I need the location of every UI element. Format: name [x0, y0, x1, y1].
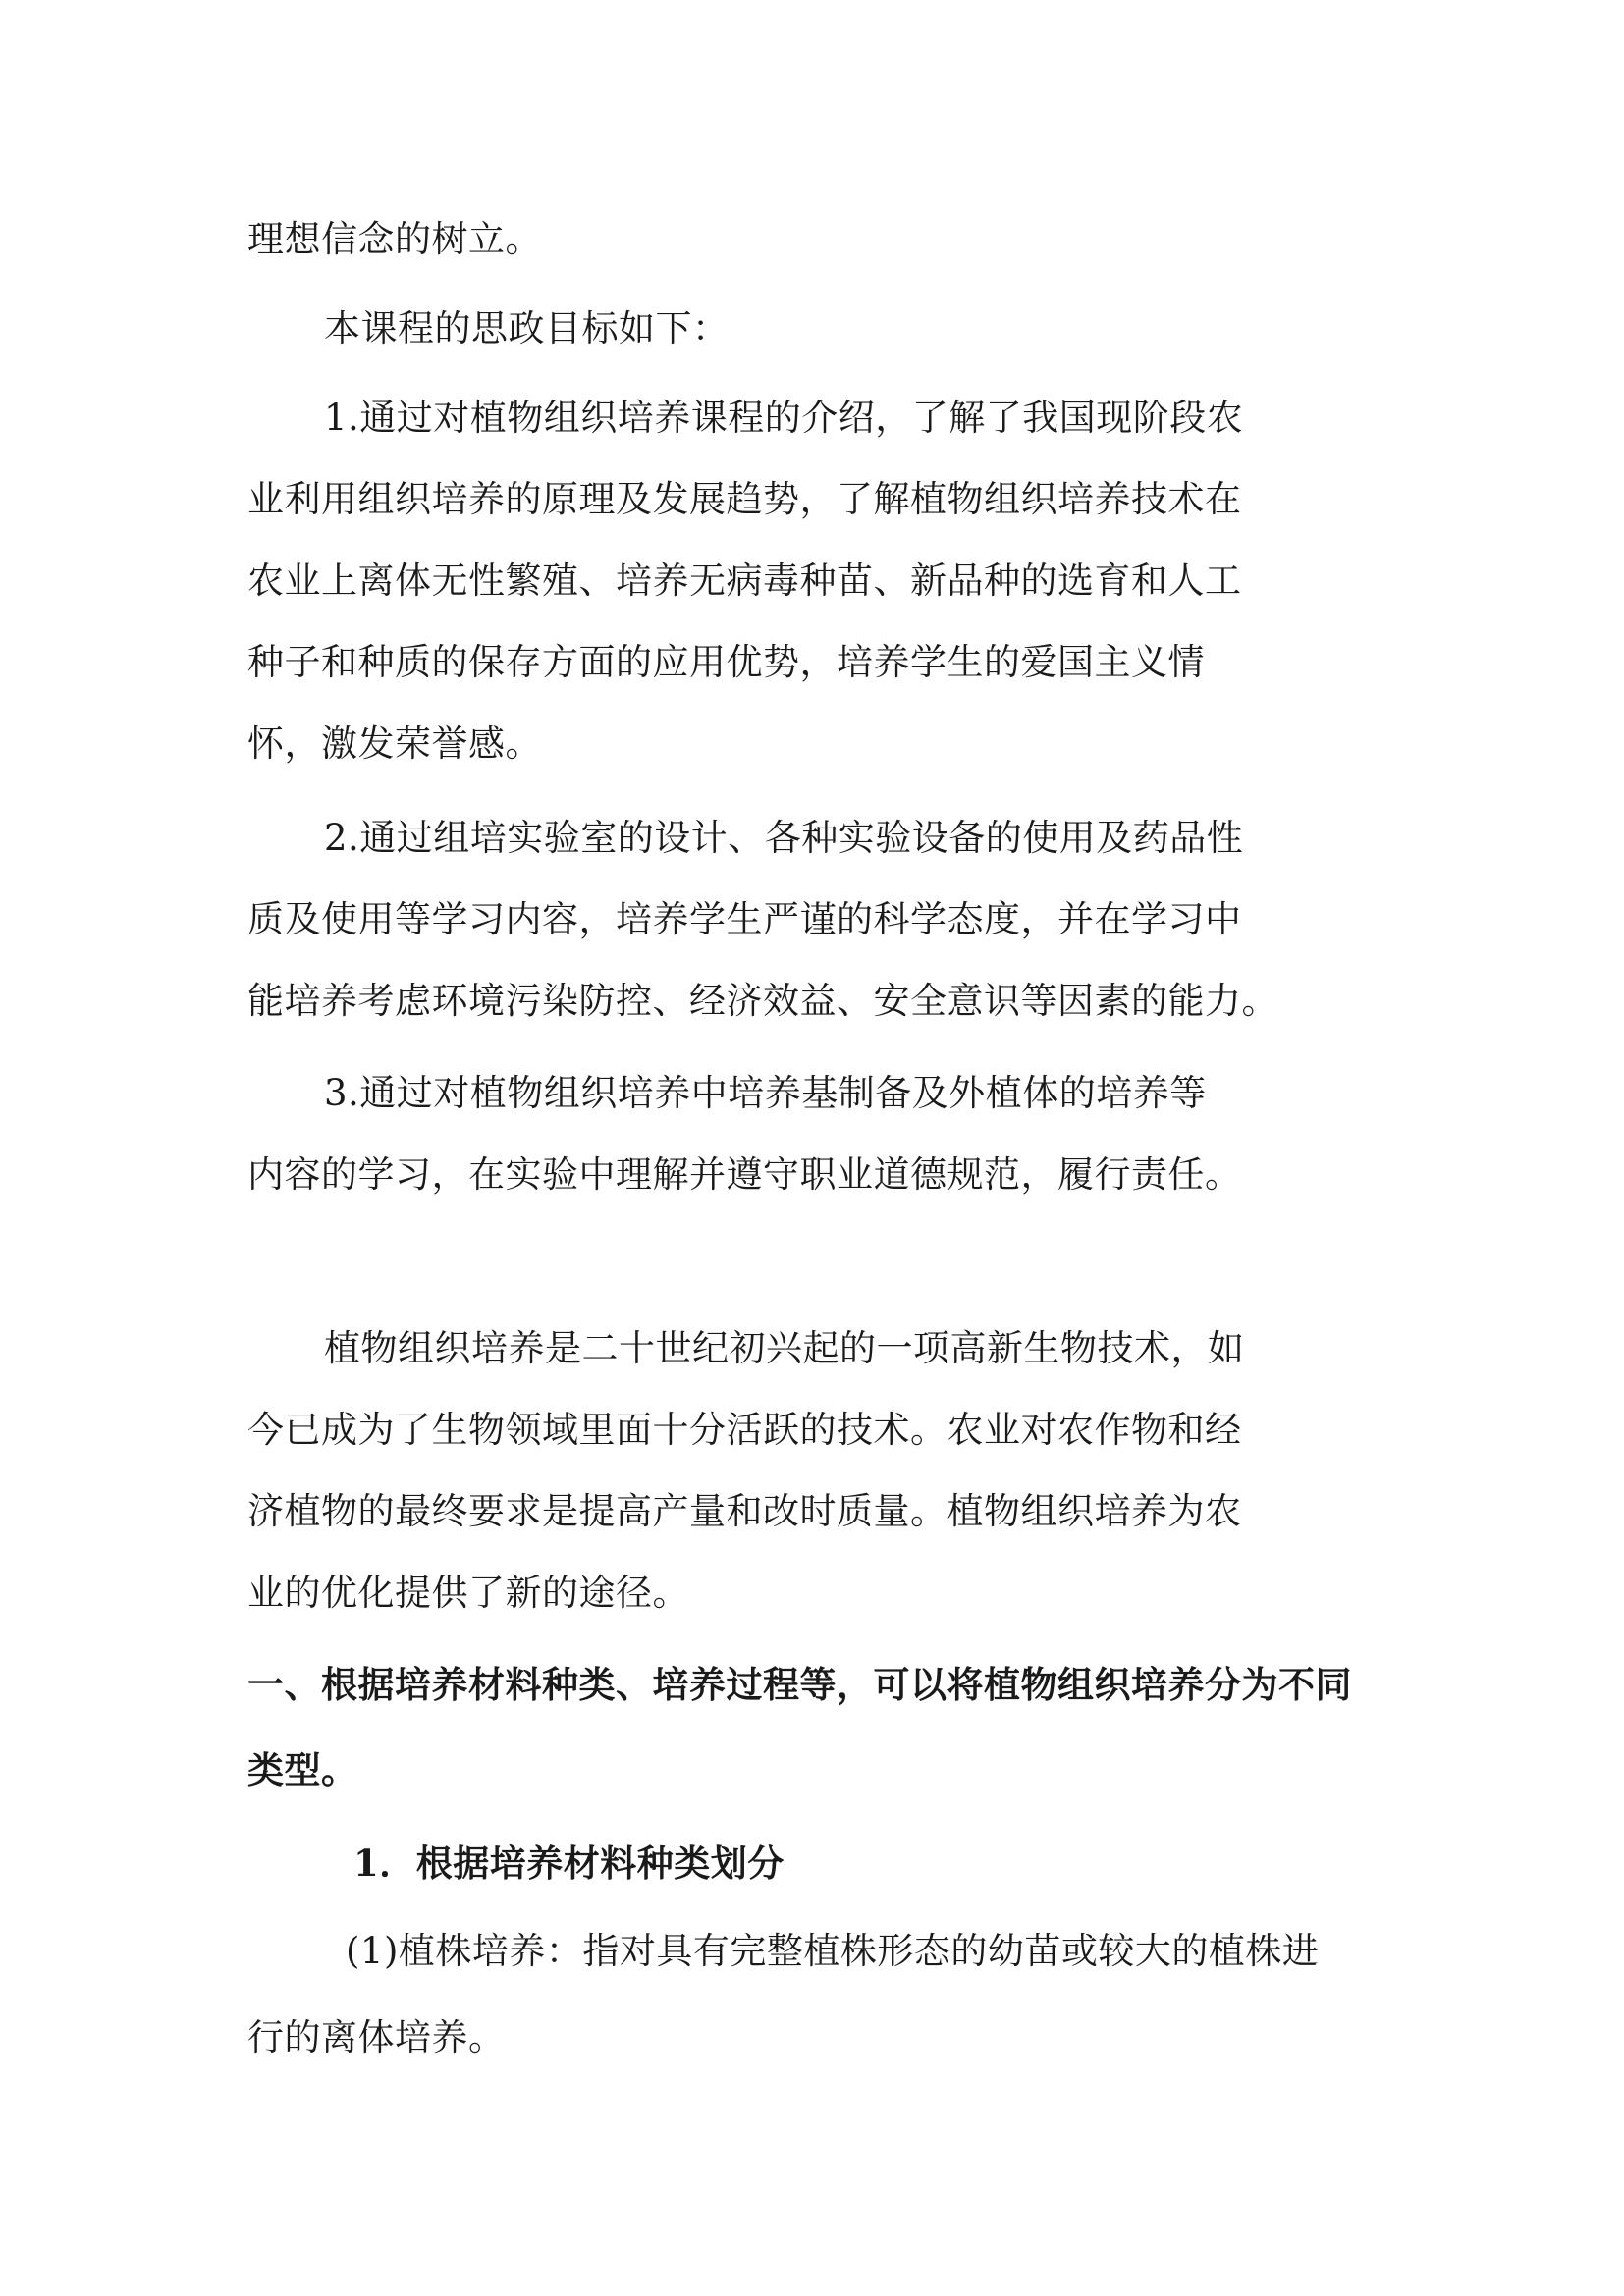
goal-item-2-line: 2.通过组培实验室的设计、各种实验设备的使用及药品性 — [324, 817, 1244, 859]
goal-item-2-line: 能培养考虑环境污染防控、经济效益、安全意识等因素的能力。 — [247, 980, 1278, 1022]
definition-line: 行的离体培养。 — [247, 2016, 506, 2058]
goal-item-1-line: 农业上离体无性繁殖、培养无病毒种苗、新品种的选育和人工 — [247, 560, 1242, 602]
goals-intro: 本课程的思政目标如下： — [324, 307, 730, 349]
subheading: 1．根据培养材料种类划分 — [353, 1842, 785, 1885]
goal-item-1-line: 种子和种质的保存方面的应用优势，培养学生的爱国主义情 — [247, 641, 1205, 683]
goal-item-3-line: 内容的学习，在实验中理解并遵守职业道德规范，履行责任。 — [247, 1153, 1242, 1196]
intro-paragraph-line: 业的优化提供了新的途径。 — [247, 1572, 689, 1614]
text-line: 理想信念的树立。 — [247, 218, 542, 260]
goal-item-1-line: 怀，激发荣誉感。 — [247, 722, 542, 765]
goal-item-2-line: 质及使用等学习内容，培养学生严谨的科学态度，并在学习中 — [247, 898, 1242, 940]
intro-paragraph-line: 植物组织培养是二十世纪初兴起的一项高新生物技术，如 — [324, 1327, 1245, 1369]
intro-paragraph-line: 济植物的最终要求是提高产量和改时质量。植物组织培养为农 — [247, 1490, 1242, 1532]
goal-item-3-line: 3.通过对植物组织培养中培养基制备及外植体的培养等 — [324, 1072, 1207, 1114]
intro-paragraph-line: 今已成为了生物领域里面十分活跃的技术。农业对农作物和经 — [247, 1409, 1242, 1451]
goal-item-1-line: 1.通过对植物组织培养课程的介绍，了解了我国现阶段农 — [324, 397, 1244, 439]
section-heading-line: 类型。 — [247, 1748, 358, 1791]
definition-line: (1)植株培养：指对具有完整植株形态的幼苗或较大的植株进 — [346, 1930, 1320, 1972]
section-heading-line: 一、根据培养材料种类、培养过程等，可以将植物组织培养分为不同 — [247, 1663, 1352, 1706]
goal-item-1-line: 业利用组织培养的原理及发展趋势，了解植物组织培养技术在 — [247, 478, 1242, 520]
